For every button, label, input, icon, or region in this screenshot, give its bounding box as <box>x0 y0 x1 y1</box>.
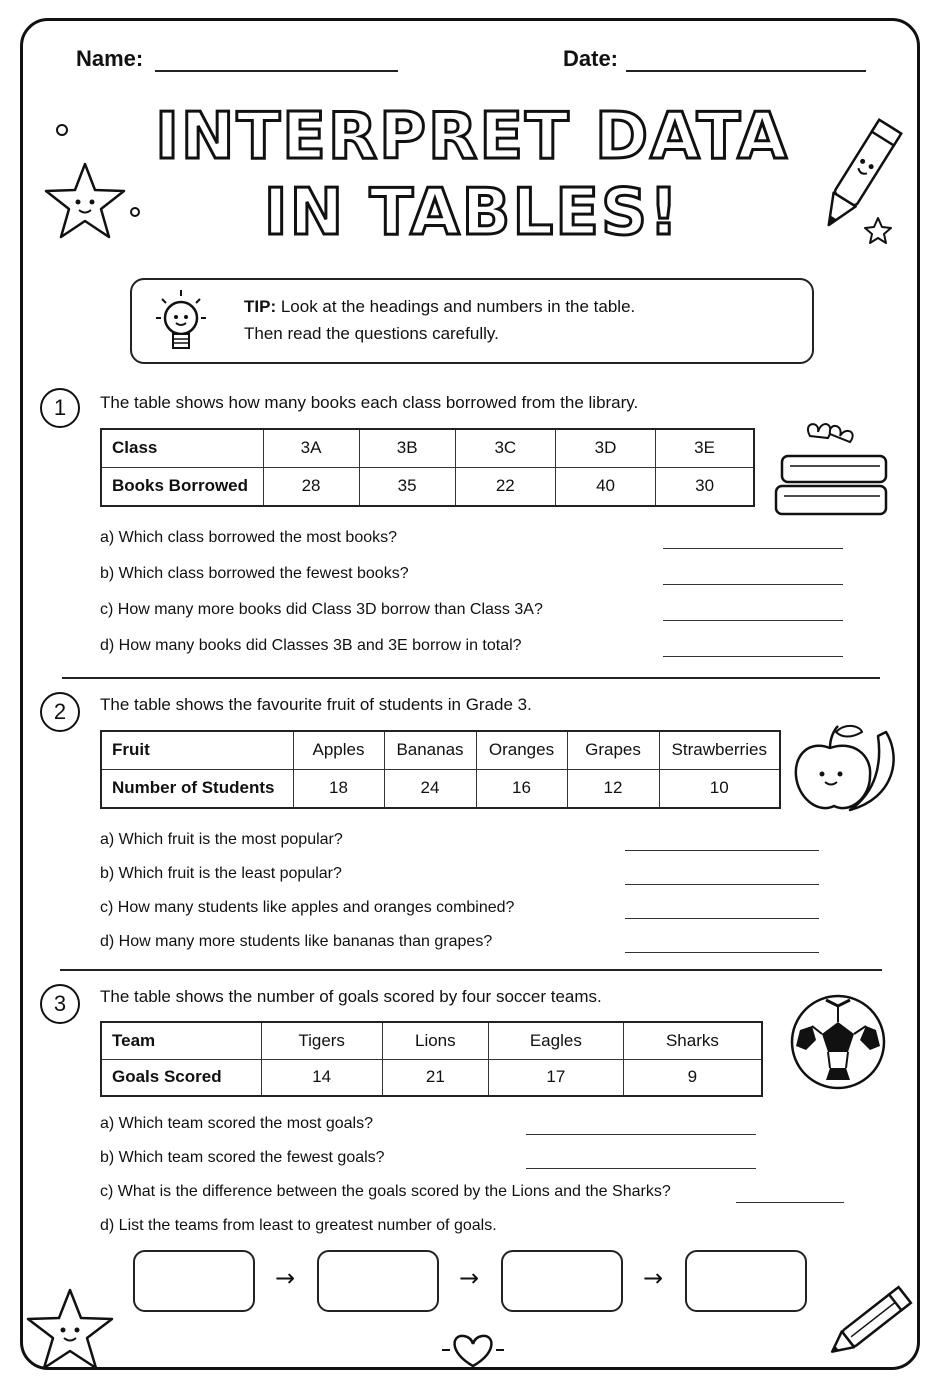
table-cell: 24 <box>384 769 476 808</box>
table-header-cell: Number of Students <box>101 769 293 808</box>
table-cell: 3E <box>656 429 754 467</box>
section-divider <box>60 969 882 971</box>
lightbulb-icon <box>148 286 214 360</box>
q3-question-b: b) Which team scored the fewest goals? <box>100 1149 385 1166</box>
q1-intro: The table shows how many books each class borrowed from the library. <box>100 393 639 412</box>
circle-deco-icon <box>128 205 142 219</box>
tip-label: TIP: <box>244 297 277 316</box>
small-star-icon <box>862 215 894 247</box>
table-cell: 30 <box>656 467 754 506</box>
tip-line-2: Then read the questions carefully. <box>244 324 499 343</box>
books-icon <box>772 410 898 526</box>
tip-text-1: Look at the headings and numbers in the table. <box>280 297 636 316</box>
tip-line-1 <box>244 297 635 317</box>
arrow-right-icon: → <box>459 1264 480 1292</box>
table-cell: 21 <box>382 1059 488 1096</box>
table-cell: 9 <box>623 1059 762 1096</box>
arrow-right-icon: → <box>643 1264 664 1292</box>
table-cell: Tigers <box>261 1022 382 1059</box>
answer-line[interactable] <box>736 1202 844 1203</box>
table-cell: Strawberries <box>659 731 780 769</box>
table-header-cell: Fruit <box>101 731 293 769</box>
q1-question-c: c) How many more books did Class 3D borrow than Class 3A? <box>100 601 543 618</box>
table-cell: 3A <box>263 429 359 467</box>
q1-question-a: a) Which class borrowed the most books? <box>100 529 398 546</box>
answer-line[interactable] <box>625 918 819 919</box>
arrow-right-icon: → <box>275 1264 296 1292</box>
soccer-ball-icon <box>786 992 896 1098</box>
question-number-1: 1 <box>40 388 80 428</box>
order-box-4[interactable] <box>685 1250 807 1312</box>
table-header-cell: Class <box>101 429 263 467</box>
table-cell: 17 <box>488 1059 623 1096</box>
q3-question-c: c) What is the difference between the goals scored by the Lions and the Sharks? <box>100 1183 671 1200</box>
table-header-cell: Books Borrowed <box>101 467 263 506</box>
table-header-cell: Team <box>101 1022 261 1059</box>
title-line-2: IN TABLES! <box>263 176 681 250</box>
table-cell: 10 <box>659 769 780 808</box>
table-cell: 28 <box>263 467 359 506</box>
answer-line[interactable] <box>625 850 819 851</box>
section-divider <box>62 677 880 679</box>
circle-deco-icon <box>54 122 70 138</box>
answer-line[interactable] <box>526 1168 756 1169</box>
question-number-2: 2 <box>40 692 80 732</box>
q1-table <box>100 428 755 507</box>
heart-icon <box>438 1330 508 1370</box>
table-cell: 3C <box>455 429 555 467</box>
table-cell: Eagles <box>488 1022 623 1059</box>
table-cell: 12 <box>567 769 659 808</box>
table-cell: 16 <box>476 769 567 808</box>
q2-table <box>100 730 781 809</box>
table-cell: 3D <box>555 429 655 467</box>
star-icon <box>22 1284 118 1374</box>
q3-question-d: d) List the teams from least to greatest number of goals. <box>100 1217 497 1234</box>
q2-question-d: d) How many more students like bananas than grapes? <box>100 933 493 950</box>
table-cell: 3B <box>359 429 455 467</box>
table-cell: 14 <box>261 1059 382 1096</box>
q1-question-b: b) Which class borrowed the fewest books? <box>100 565 409 582</box>
q3-table <box>100 1021 763 1097</box>
answer-line[interactable] <box>663 584 843 585</box>
question-number-3: 3 <box>40 984 80 1024</box>
table-cell: 40 <box>555 467 655 506</box>
order-box-2[interactable] <box>317 1250 439 1312</box>
apple-banana-icon <box>790 718 906 818</box>
date-label: Date: <box>563 46 619 71</box>
q1-question-d: d) How many books did Classes 3B and 3E borrow in total? <box>100 637 522 654</box>
q2-intro: The table shows the favourite fruit of students in Grade 3. <box>100 695 532 714</box>
q2-question-a: a) Which fruit is the most popular? <box>100 831 343 848</box>
table-cell: 35 <box>359 467 455 506</box>
table-cell: Apples <box>293 731 384 769</box>
answer-line[interactable] <box>526 1134 756 1135</box>
q2-question-b: b) Which fruit is the least popular? <box>100 865 342 882</box>
answer-line[interactable] <box>663 656 843 657</box>
q3-intro: The table shows the number of goals scored by four soccer teams. <box>100 987 602 1006</box>
q2-question-c: c) How many students like apples and oranges combined? <box>100 899 515 916</box>
table-cell: Oranges <box>476 731 567 769</box>
table-cell: Grapes <box>567 731 659 769</box>
table-cell: 22 <box>455 467 555 506</box>
q3-question-a: a) Which team scored the most goals? <box>100 1115 374 1132</box>
table-cell: Bananas <box>384 731 476 769</box>
pencil-icon <box>818 1276 928 1366</box>
name-field[interactable] <box>155 70 398 72</box>
answer-line[interactable] <box>625 952 819 953</box>
answer-line[interactable] <box>663 548 843 549</box>
star-icon <box>42 160 128 242</box>
answer-line[interactable] <box>663 620 843 621</box>
table-cell: 18 <box>293 769 384 808</box>
title-line-1: INTERPRET DATA <box>155 100 789 174</box>
table-cell: Sharks <box>623 1022 762 1059</box>
tip-box <box>130 278 814 364</box>
date-field[interactable] <box>626 70 866 72</box>
table-cell: Lions <box>382 1022 488 1059</box>
table-header-cell: Goals Scored <box>101 1059 261 1096</box>
name-label: Name: <box>76 46 144 71</box>
order-box-3[interactable] <box>501 1250 623 1312</box>
answer-line[interactable] <box>625 884 819 885</box>
order-box-1[interactable] <box>133 1250 255 1312</box>
